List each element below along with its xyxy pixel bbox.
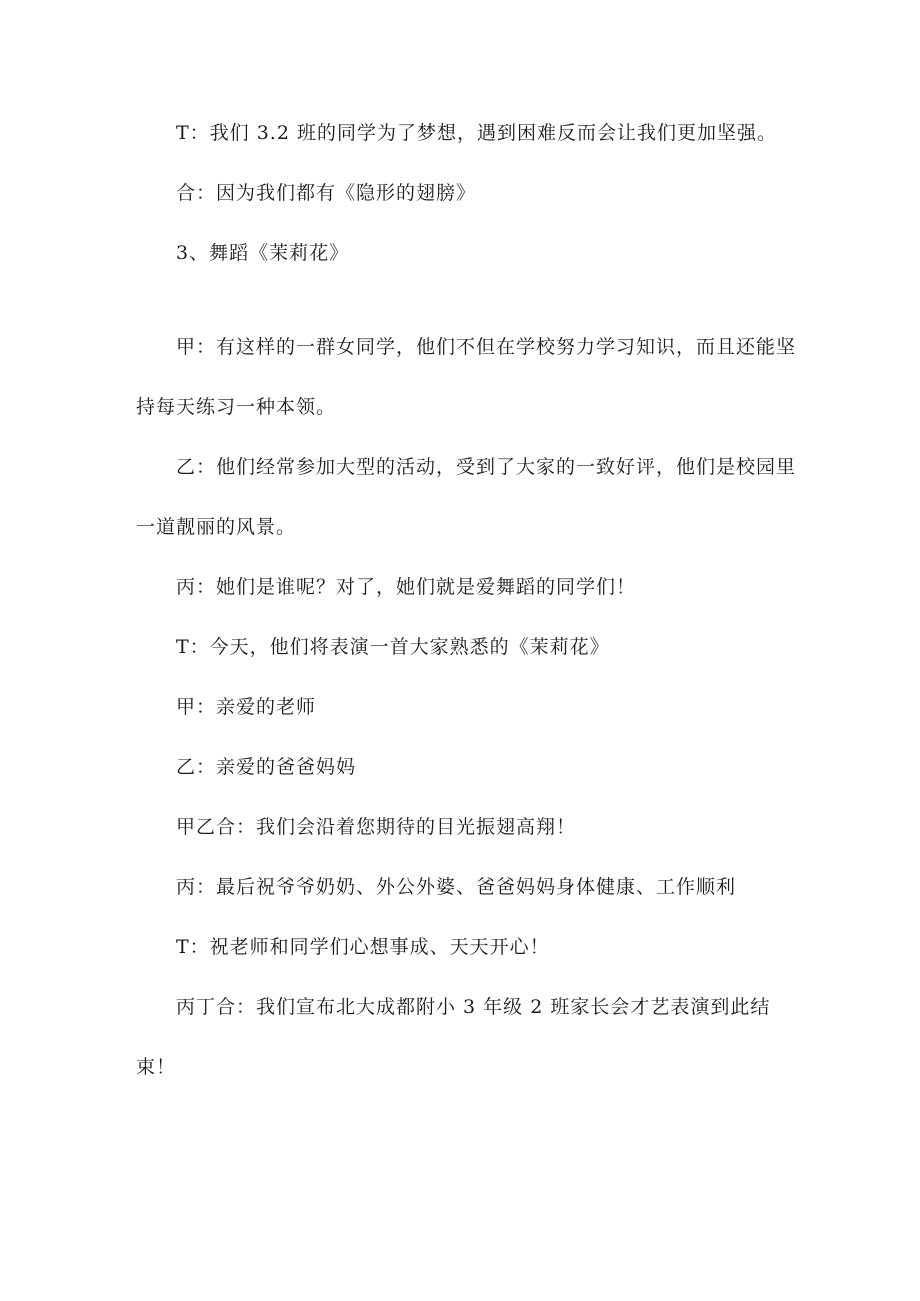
paragraph-dialogue: 丙：最后祝爷爷奶奶、外公外婆、爸爸妈妈身体健康、工作顺利 — [176, 876, 737, 898]
section-gap — [136, 283, 796, 317]
document-body — [136, 103, 796, 1097]
paragraph-dialogue: 丙：她们是谁呢？对了，她们就是爱舞蹈的同学们！ — [176, 576, 637, 598]
paragraph-dialogue: 甲：亲爱的老师 — [176, 696, 317, 718]
paragraph-dialogue: 合：因为我们都有《隐形的翅膀》 — [176, 182, 477, 204]
paragraph-dialogue: 丙丁合：我们宣布北大成都附小 3 年级 2 班家长会才艺表演到此结束！ — [136, 996, 771, 1078]
paragraph-dialogue: T：今天，他们将表演一首大家熟悉的《茉莉花》 — [176, 636, 610, 658]
paragraph-dialogue: T：我们 3.2 班的同学为了梦想，遇到困难反而会让我们更加坚强。 — [176, 122, 777, 144]
paragraph-dialogue: 甲：有这样的一群女同学，他们不但在学校努力学习知识，而且还能坚持每天练习一种本领。 — [136, 336, 797, 418]
paragraph-dialogue: 乙：亲爱的爸爸妈妈 — [176, 756, 357, 778]
paragraph-dialogue: T：祝老师和同学们心想事成、天天开心！ — [176, 936, 550, 958]
paragraph-dialogue: 甲乙合：我们会沿着您期待的目光振翅高翔！ — [176, 816, 577, 838]
paragraph-dialogue: 乙：他们经常参加大型的活动，受到了大家的一致好评，他们是校园里一道靓丽的风景。 — [136, 456, 797, 538]
section-heading: 3、舞蹈《茉莉花》 — [176, 242, 350, 264]
